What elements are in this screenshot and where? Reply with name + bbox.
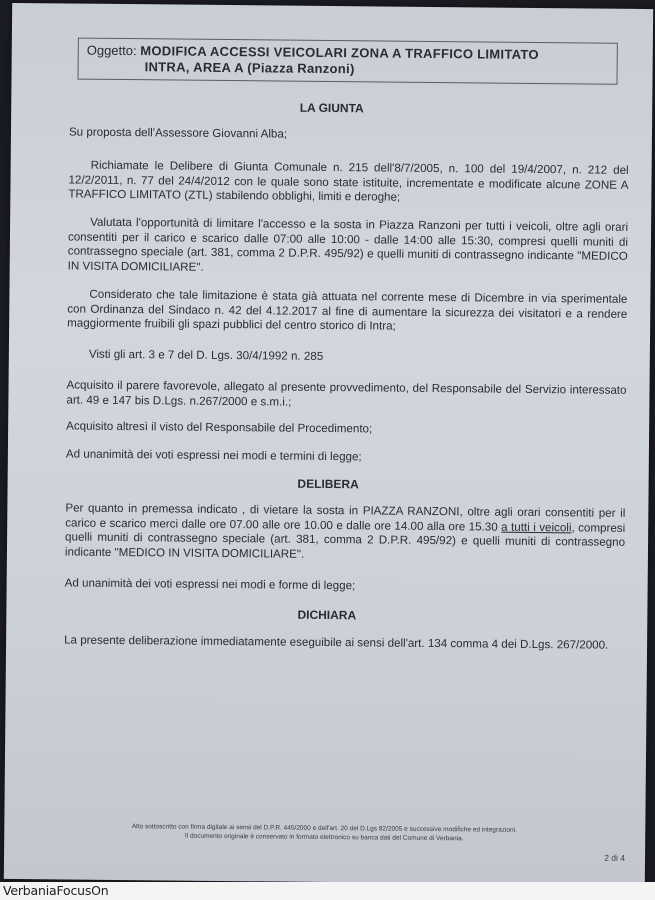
subject-box: [77, 38, 617, 85]
paragraph-considerato: Considerato che tale limitazione è stata già attuata nel corrente mese di Dicembre in via sperimentale con Ordinanza del Sindaco n. 42 del 4.12.2017 al fine di aumentare la sicurezza dei visitatori e a rendere maggiormente fruibili gli spazi pubblici del centro storico di Intra;: [67, 287, 628, 333]
subject-label: Oggetto:: [86, 42, 137, 59]
paragraph-unanimita-1: Ad unanimità dei voti espressi nei modi e termini di legge;: [65, 447, 362, 464]
paragraph-acquisito-visto: Acquisito altresì il visto del Responsabile del Procedimento;: [66, 419, 373, 436]
footer-line-2: Il documento originale è conservato in formato elettronico su banca dati del Comune di Verbania.: [184, 832, 464, 843]
page-footer: [44, 821, 604, 844]
heading-delibera: DELIBERA: [297, 476, 359, 492]
document-page: [4, 3, 653, 885]
paragraph-proposta: Su proposta dell'Assessore Giovanni Alba;: [68, 125, 288, 141]
footer-line-1: Atto sottoscritto con firma digitale ai sensi del D.P.R. 445/2000 e dell'art. 20 del D.Lgs 82/2005 e successive modifiche ed integrazioni.: [131, 823, 517, 834]
subject-line-1: MODIFICA ACCESSI VEICOLARI ZONA A TRAFFICO LIMITATO: [140, 43, 539, 63]
delibera-text-a: Per quanto in premessa indicato , di vietare la sosta in PIAZZA RANZONI, oltre agli orari consentiti per il carico e scarico merci dalle ore 07.00 alle ore 10.00 e dalle ore 14.00 alla ore 15.30: [65, 501, 626, 534]
paragraph-visti: Visti gli art. 3 e 7 del D. Lgs. 30/4/1992 n. 285: [88, 347, 324, 363]
watermark-logo: VerbaniaFocusOn: [3, 883, 109, 898]
paragraph-acquisito-parere: Acquisito il parere favorevole, allegato al presente provvedimento, del Responsabile del Servizio interessato art. 49 e 147 bis D.Lgs. n.267/2000 e s.m.i.;: [66, 378, 627, 409]
delibera-text-underlined: a tutti i veicoli: [501, 520, 572, 534]
paragraph-unanimita-2: Ad unanimità dei voti espressi nei modi e forme di legge;: [64, 576, 356, 593]
paragraph-dichiara: La presente deliberazione immediatamente eseguibile ai sensi dell'art. 134 comma 4 dei D.Lgs. 267/2000.: [64, 633, 609, 652]
subject-line-2: INTRA, AREA A (Piazza Ranzoni): [144, 59, 355, 77]
heading-dichiara: DICHIARA: [297, 607, 357, 623]
paragraph-richiamate: Richiamate le Delibere di Giunta Comunale n. 215 dell'8/7/2005, n. 100 del 19/4/2007, n. 212 del 12/2/2011, n. 77 del 24/4/2012 con le quale sono state istituite, incrementate e modificate alcune ZONE A TRAFFICO LIMITATO (ZTL) stabilendo obblighi, limiti e deroghe;: [68, 158, 629, 204]
paragraph-valutata: Valutata l'opportunità di limitare l'accesso e la sosta in Piazza Ranzoni per tutti i veicoli, oltre agli orari consentiti per il carico e scarico dalle 07:00 alle 10:00 - dalle 14:00 alle 15:30, compresi quelli muniti di contrassegno speciale (art. 381, comma 2 D.P.R. 495/92) e quelli muniti di contrassegno indicante "MEDICO IN VISITA DOMICILIARE".: [67, 215, 629, 274]
paragraph-delibera: [65, 501, 626, 565]
page-number: 2 di 4: [604, 852, 626, 863]
heading-giunta: LA GIUNTA: [299, 100, 364, 116]
delibera-text-b: , compresi quelli muniti di contrassegno speciale (art. 381, comma 2 D.P.R. 495/92) e quelli muniti di contrassegno indicante "MEDICO IN VISITA DOMICILIARE".: [64, 520, 626, 561]
